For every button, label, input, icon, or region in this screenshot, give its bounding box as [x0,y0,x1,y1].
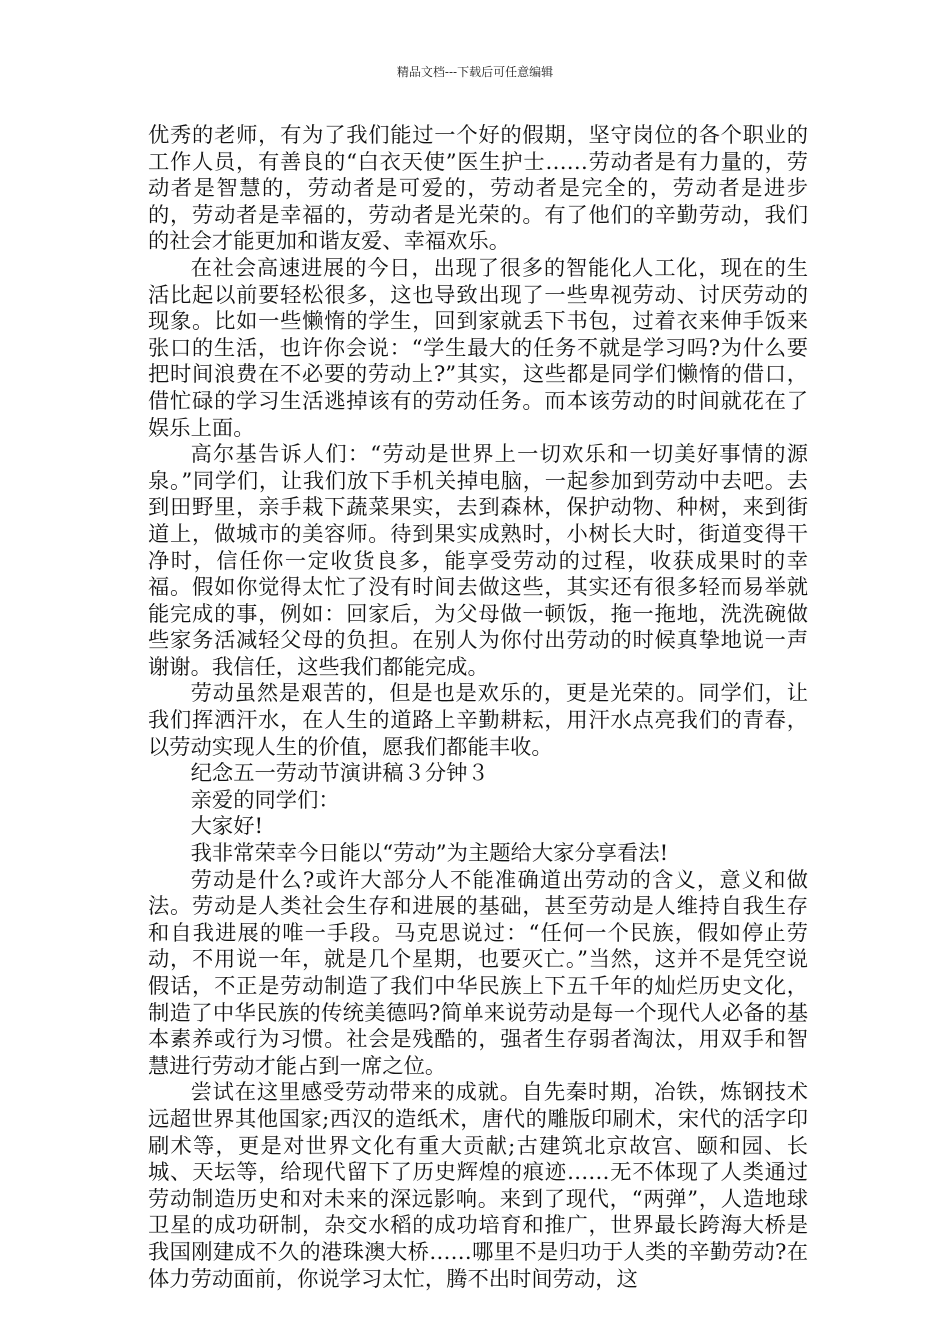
salutation: 亲爱的同学们： [190,787,340,813]
section-title: 纪念五一劳动节演讲稿３分钟３ [190,761,489,787]
paragraph: 在社会高速进展的今日，出现了很多的智能化人工化，现在的生活比起以前要轻松很多，这也导致出现了一些卑视劳动、讨厌劳动的现象。比如一些懒惰的学生，回到家就丢下书包，过着衣来伸手饭来张口的生活，也许你会说：“学生最大的任务不就是学习吗?为什么要把时间浪费在不必要的劳动上?”其实，这些都是同学们懒惰的借口，借忙碌的学习生活逃掉该有的劳动任务。而本该劳动的时间就花在了娱乐上面。 [148,255,808,441]
paragraph: 优秀的老师，有为了我们能过一个好的假期，坚守岗位的各个职业的工作人员，有善良的“白衣天使”医生护士……劳动者是有力量的，劳动者是智慧的，劳动者是可爱的，劳动者是完全的，劳动者是进步的，劳动者是幸福的，劳动者是光荣的。有了他们的辛勤劳动，我们的社会才能更加和谐友爱、幸福欢乐。 [148,123,808,255]
greeting: 大家好! [190,814,264,840]
paragraph: 高尔基告诉人们：“劳动是世界上一切欢乐和一切美好事情的源泉。”同学们，让我们放下手机关掉电脑，一起参加到劳动中去吧。去到田野里，亲手栽下蔬菜果实，去到森林，保护动物、种树，来到街道上，做城市的美容师。待到果实成熟时，小树长大时，街道变得干净时，信任你一定收货良多，能享受劳动的过程，收获成果时的幸福。假如你觉得太忙了没有时间去做这些，其实还有很多轻而易举就能完成的事，例如：回家后，为父母做一顿饭，拖一拖地，洗洗碗做些家务活减轻父母的负担。在别人为你付出劳动的时候真挚地说一声谢谢。我信任，这些我们都能完成。 [148,442,808,680]
paragraph: 劳动是什么?或许大部分人不能准确道出劳动的含义，意义和做法。劳动是人类社会生存和进展的基础，甚至劳动是人维持自我生存和自我进展的唯一手段。马克思说过：“任何一个民族，假如停止劳动，不用说一年，就是几个星期，也要灭亡。”当然，这并不是凭空说假话，不正是劳动制造了我们中华民族上下五千年的灿烂历史文化，制造了中华民族的传统美德吗?简单来说劳动是每一个现代人必备的基本素养或行为习惯。社会是残酷的，强者生存弱者淘汰，用双手和智慧进行劳动才能占到一席之位。 [148,867,808,1079]
page-header: 精品文档---下载后可任意编辑 [396,65,554,79]
document-body [148,123,808,1293]
paragraph: 尝试在这里感受劳动带来的成就。自先秦时期，冶铁，炼钢技术远超世界其他国家;西汉的造纸术，唐代的雕版印刷术，宋代的活字印刷术等，更是对世界文化有重大贡献;古建筑北京故宫、颐和园、长城、天坛等，给现代留下了历史辉煌的痕迹……无不体现了人类通过劳动制造历史和对未来的深远影响。来到了现代，“两弹”，人造地球卫星的成功研制，杂交水稻的成功培育和推广，世界最长跨海大桥是我国刚建成不久的港珠澳大桥……哪里不是归功于人类的辛勤劳动?在体力劳动面前，你说学习太忙，腾不出时间劳动，这 [148,1080,808,1292]
paragraph: 我非常荣幸今日能以“劳动”为主题给大家分享看法! [190,841,669,867]
paragraph: 劳动虽然是艰苦的，但是也是欢乐的，更是光荣的。同学们，让我们挥洒汗水，在人生的道路上辛勤耕耘，用汗水点亮我们的青春，以劳动实现人生的价值，愿我们都能丰收。 [148,681,808,760]
